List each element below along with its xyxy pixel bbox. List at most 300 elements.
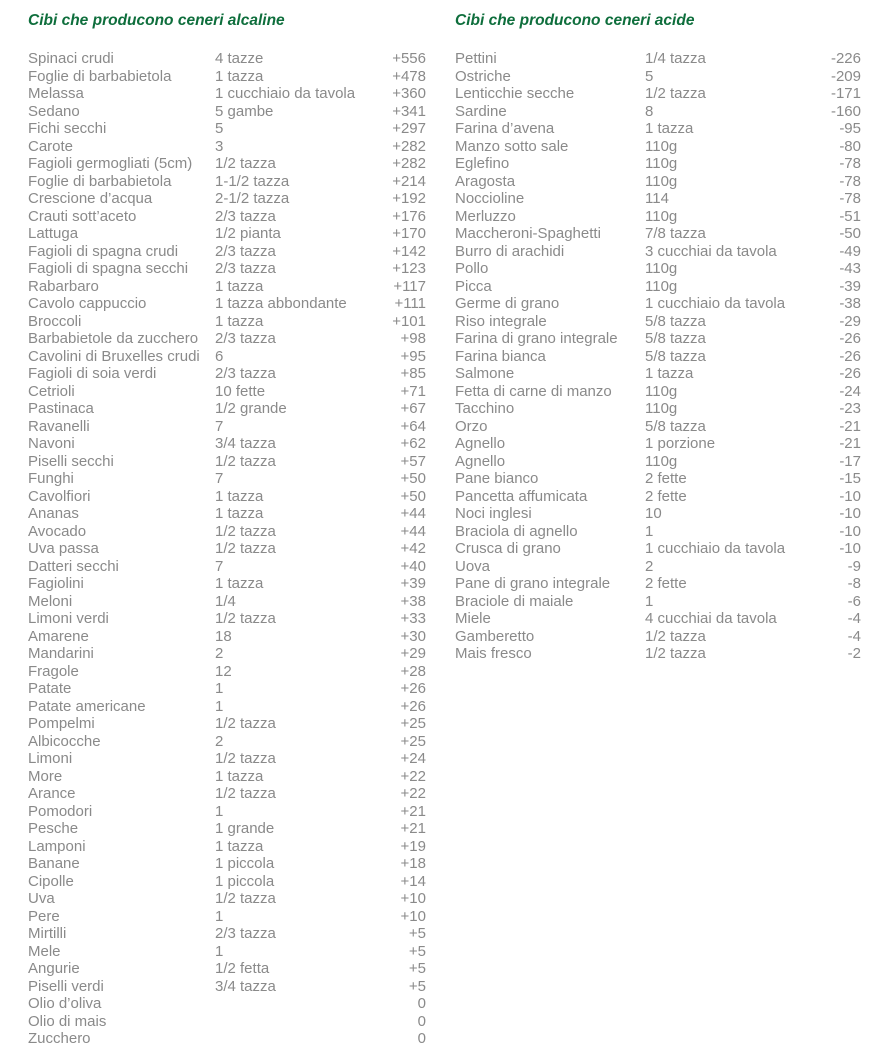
food-name: Piselli secchi	[28, 452, 114, 470]
table-row	[28, 225, 426, 243]
table-row	[28, 488, 426, 506]
food-name: Spinaci crudi	[28, 50, 114, 67]
food-quantity: 1 cucchiaio da tavola	[645, 295, 786, 312]
food-name: Rabarbaro	[28, 277, 99, 295]
food-quantity: 1 tazza	[215, 837, 264, 855]
table-row	[455, 260, 861, 278]
alkaline-table-title: Cibi che producono ceneri alcaline	[28, 12, 285, 29]
table-row	[28, 120, 426, 138]
food-value: +98	[400, 330, 426, 347]
food-name: Ostriche	[455, 67, 511, 85]
food-name: Salmone	[455, 365, 515, 382]
food-value: +117	[393, 277, 426, 295]
food-quantity: 1 cucchiaio da tavola	[215, 85, 356, 102]
food-quantity: 1/2 tazza	[215, 522, 276, 540]
table-row	[455, 383, 861, 401]
food-name: Pancetta affumicata	[455, 487, 588, 505]
table-row	[455, 313, 861, 331]
table-row	[28, 295, 426, 313]
food-quantity: 5	[645, 67, 654, 85]
food-name: Limoni	[28, 750, 73, 767]
table-row	[28, 558, 426, 576]
table-row	[28, 348, 426, 366]
table-row	[28, 1013, 426, 1031]
food-quantity: 110g	[645, 155, 678, 172]
food-value: +297	[392, 120, 426, 137]
table-row	[28, 400, 426, 418]
table-row	[455, 138, 861, 156]
food-value: +95	[400, 347, 426, 365]
food-name: Uva	[28, 890, 55, 907]
food-value: +40	[400, 557, 426, 575]
food-name: Crauti sott’aceto	[28, 207, 137, 225]
food-value: -15	[839, 470, 861, 487]
table-row	[455, 470, 861, 488]
table-row	[455, 523, 861, 541]
food-quantity: 1/2 tazza	[215, 610, 276, 627]
food-value: -21	[839, 435, 861, 452]
food-value: -26	[839, 347, 861, 365]
food-value: +214	[392, 172, 426, 190]
table-row	[455, 330, 861, 348]
food-value: 0	[417, 995, 426, 1012]
food-name: Farina d’avena	[455, 120, 555, 137]
food-name: Pane di grano integrale	[455, 575, 611, 592]
food-value: +44	[400, 505, 426, 522]
food-name: Pompelmi	[28, 715, 95, 732]
table-row	[455, 85, 861, 103]
table-row	[28, 540, 426, 558]
table-row	[455, 593, 861, 611]
acid-table-title: Cibi che producono ceneri acide	[455, 12, 695, 29]
food-quantity: 1/4	[215, 592, 236, 610]
food-value: -29	[839, 312, 861, 330]
food-quantity: 2 fette	[645, 470, 687, 487]
food-value: +10	[400, 890, 426, 907]
food-value: +22	[400, 767, 426, 785]
food-value: +25	[400, 732, 426, 750]
food-name: Patate americane	[28, 697, 146, 715]
food-quantity: 1 tazza	[645, 120, 694, 137]
food-value: -95	[839, 120, 861, 137]
food-name: Ananas	[28, 505, 79, 522]
food-quantity: 5 gambe	[215, 102, 274, 120]
food-value: +142	[392, 242, 426, 260]
table-row	[28, 435, 426, 453]
food-name: Navoni	[28, 435, 75, 452]
food-value: +282	[392, 155, 426, 172]
food-value: +67	[400, 400, 426, 417]
food-value: +111	[394, 295, 426, 312]
food-quantity: 3/4 tazza	[215, 977, 276, 995]
food-name: Arance	[28, 785, 76, 802]
food-quantity: 2/3 tazza	[215, 260, 276, 277]
food-value: +21	[400, 820, 426, 837]
table-row	[28, 313, 426, 331]
table-row	[28, 190, 426, 208]
food-name: Pastinaca	[28, 400, 94, 417]
food-quantity: 2-1/2 tazza	[215, 190, 290, 207]
food-quantity: 5	[215, 120, 224, 137]
food-name: Uova	[455, 557, 491, 575]
food-value: -38	[839, 295, 861, 312]
table-row	[28, 925, 426, 943]
food-name: More	[28, 767, 63, 785]
food-name: Tacchino	[455, 400, 515, 417]
table-row	[455, 348, 861, 366]
food-quantity: 1/2 pianta	[215, 225, 281, 242]
food-name: Cetrioli	[28, 382, 75, 400]
food-name: Meloni	[28, 592, 73, 610]
food-quantity: 1 piccola	[215, 855, 275, 872]
food-quantity: 1/4 tazza	[645, 50, 706, 67]
food-value: -50	[839, 225, 861, 242]
food-name: Fagioli di spagna secchi	[28, 260, 189, 277]
food-name: Pere	[28, 907, 60, 925]
food-value: -78	[839, 190, 861, 207]
table-row	[455, 103, 861, 121]
food-name: Cavolo cappuccio	[28, 295, 147, 312]
food-name: Agnello	[455, 452, 506, 470]
food-quantity: 7	[215, 417, 224, 435]
food-value: +14	[400, 872, 426, 890]
table-row	[455, 173, 861, 191]
food-quantity: 1 grande	[215, 820, 275, 837]
food-quantity: 1	[645, 522, 654, 540]
food-name: Foglie di barbabietola	[28, 172, 172, 190]
food-value: -171	[830, 85, 861, 102]
table-row	[455, 278, 861, 296]
food-value: +64	[400, 417, 426, 435]
food-name: Albicocche	[28, 732, 101, 750]
food-name: Pettini	[455, 50, 497, 67]
table-row	[28, 68, 426, 86]
food-name: Crusca di grano	[455, 540, 561, 557]
food-name: Ravanelli	[28, 417, 90, 435]
table-row	[28, 628, 426, 646]
food-value: -8	[847, 575, 861, 592]
food-name: Limoni verdi	[28, 610, 109, 627]
table-row	[28, 383, 426, 401]
table-row	[28, 978, 426, 996]
food-name: Foglie di barbabietola	[28, 67, 172, 85]
food-name: Mirtilli	[28, 925, 67, 942]
food-quantity: 1	[215, 942, 224, 960]
table-row	[455, 50, 861, 68]
table-row	[28, 418, 426, 436]
food-name: Mandarini	[28, 645, 94, 662]
food-name: Zucchero	[28, 1030, 91, 1047]
food-value: -6	[847, 592, 861, 610]
food-name: Braciole di maiale	[455, 592, 574, 610]
food-name: Picca	[455, 277, 492, 295]
food-name: Pollo	[455, 260, 489, 277]
food-value: -17	[839, 452, 861, 470]
food-quantity: 2	[215, 645, 224, 662]
food-value: +556	[392, 50, 426, 67]
food-name: Lamponi	[28, 837, 86, 855]
food-quantity: 114	[645, 190, 669, 207]
food-quantity: 1/2 tazza	[215, 540, 276, 557]
food-value: +85	[400, 365, 426, 382]
table-row	[28, 278, 426, 296]
table-row	[28, 680, 426, 698]
food-quantity: 7	[215, 470, 224, 487]
food-name: Fagioli germogliati (5cm)	[28, 155, 193, 172]
food-quantity: 1	[215, 680, 224, 697]
table-row	[455, 645, 861, 663]
food-name: Lenticchie secche	[455, 85, 575, 102]
food-name: Fagioli di soia verdi	[28, 365, 157, 382]
food-value: +18	[400, 855, 426, 872]
food-quantity: 3/4 tazza	[215, 435, 276, 452]
table-row	[455, 435, 861, 453]
food-name: Eglefino	[455, 155, 510, 172]
table-row	[455, 575, 861, 593]
food-quantity: 2 fette	[645, 487, 687, 505]
food-value: +10	[400, 907, 426, 925]
food-name: Riso integrale	[455, 312, 547, 330]
food-quantity: 1	[215, 802, 224, 820]
food-name: Miele	[455, 610, 491, 627]
food-quantity: 1 tazza	[215, 505, 264, 522]
food-name: Burro di arachidi	[455, 242, 565, 260]
food-name: Maccheroni-Spaghetti	[455, 225, 601, 242]
food-quantity: 2	[645, 557, 654, 575]
food-quantity: 1	[215, 907, 224, 925]
food-quantity: 110g	[645, 172, 678, 190]
food-value: -78	[839, 155, 861, 172]
food-name: Mele	[28, 942, 61, 960]
food-value: +22	[400, 785, 426, 802]
food-quantity: 110g	[645, 382, 678, 400]
table-row	[28, 768, 426, 786]
table-row	[455, 558, 861, 576]
food-value: -80	[839, 137, 861, 155]
food-value: -26	[839, 330, 861, 347]
table-row	[28, 575, 426, 593]
food-value: -9	[847, 557, 861, 575]
table-row	[455, 190, 861, 208]
food-quantity: 5/8 tazza	[645, 330, 706, 347]
food-name: Barbabietole da zucchero	[28, 330, 199, 347]
food-value: +26	[400, 697, 426, 715]
food-value: +176	[392, 207, 426, 225]
food-name: Fagioli di spagna crudi	[28, 242, 179, 260]
table-row	[455, 610, 861, 628]
food-name: Farina bianca	[455, 347, 546, 365]
food-quantity: 1 tazza	[215, 487, 264, 505]
table-row	[455, 68, 861, 86]
food-quantity: 1/2 tazza	[645, 85, 706, 102]
food-quantity: 110g	[645, 137, 678, 155]
food-quantity: 5/8 tazza	[645, 347, 706, 365]
food-quantity: 1 tazza	[215, 277, 264, 295]
food-name: Sedano	[28, 102, 80, 120]
food-quantity: 1/2 tazza	[215, 890, 276, 907]
table-row	[455, 155, 861, 173]
food-value: +170	[392, 225, 426, 242]
food-value: +282	[392, 137, 426, 155]
food-value: +50	[400, 487, 426, 505]
food-value: +29	[400, 645, 426, 662]
food-quantity: 1 piccola	[215, 872, 275, 890]
table-row	[28, 943, 426, 961]
food-name: Lattuga	[28, 225, 79, 242]
food-value: -49	[839, 242, 861, 260]
table-row	[28, 873, 426, 891]
table-row	[28, 855, 426, 873]
food-name: Piselli verdi	[28, 977, 104, 995]
alkaline-table-rows	[28, 50, 426, 1048]
table-row	[28, 610, 426, 628]
food-name: Crescione d’acqua	[28, 190, 153, 207]
food-value: +28	[400, 662, 426, 680]
table-row	[28, 85, 426, 103]
table-row	[28, 750, 426, 768]
food-name: Carote	[28, 137, 74, 155]
table-row	[455, 120, 861, 138]
food-name: Aragosta	[455, 172, 516, 190]
food-quantity: 1/2 tazza	[645, 627, 706, 645]
food-name: Merluzzo	[455, 207, 516, 225]
food-quantity: 2 fette	[645, 575, 687, 592]
food-name: Agnello	[455, 435, 506, 452]
food-value: +5	[408, 960, 426, 977]
food-value: +341	[392, 102, 426, 120]
food-name: Fragole	[28, 662, 79, 680]
food-name: Manzo sotto sale	[455, 137, 569, 155]
food-quantity: 1/2 tazza	[215, 750, 276, 767]
food-value: -21	[839, 417, 861, 435]
food-quantity: 110g	[645, 400, 678, 417]
table-row	[28, 645, 426, 663]
food-value: -51	[839, 207, 861, 225]
food-quantity: 4 tazze	[215, 50, 264, 67]
food-quantity: 1 tazza abbondante	[215, 295, 347, 312]
food-value: +42	[400, 540, 426, 557]
table-row	[455, 208, 861, 226]
food-quantity: 1/2 tazza	[645, 645, 706, 662]
food-name: Germe di grano	[455, 295, 560, 312]
table-row	[28, 470, 426, 488]
alkaline-foods-table	[28, 12, 426, 1048]
food-name: Amarene	[28, 627, 89, 645]
food-quantity: 2/3 tazza	[215, 242, 276, 260]
food-value: +5	[408, 942, 426, 960]
food-value: +24	[400, 750, 426, 767]
food-quantity: 1/2 tazza	[215, 452, 276, 470]
food-quantity: 1 tazza	[215, 767, 264, 785]
food-name: Olio d’oliva	[28, 995, 102, 1012]
food-value: -43	[839, 260, 861, 277]
table-row	[455, 540, 861, 558]
food-quantity: 7/8 tazza	[645, 225, 706, 242]
food-quantity: 110g	[645, 452, 678, 470]
table-row	[28, 453, 426, 471]
food-value: -226	[830, 50, 861, 67]
table-row	[28, 260, 426, 278]
table-row	[455, 295, 861, 313]
food-name: Angurie	[28, 960, 80, 977]
food-value: -26	[839, 365, 861, 382]
table-row	[28, 995, 426, 1013]
food-quantity: 4 cucchiai da tavola	[645, 610, 777, 627]
food-quantity: 1-1/2 tazza	[215, 172, 290, 190]
table-row	[28, 50, 426, 68]
food-value: +50	[400, 470, 426, 487]
food-quantity	[215, 1030, 388, 1048]
food-quantity: 110g	[645, 207, 678, 225]
food-quantity	[215, 1013, 388, 1031]
food-name: Gamberetto	[455, 627, 535, 645]
food-value: 0	[417, 1012, 426, 1030]
food-quantity: 10 fette	[215, 382, 266, 400]
food-quantity: 1/2 tazza	[215, 155, 276, 172]
food-name: Olio di mais	[28, 1012, 107, 1030]
food-value: +19	[400, 837, 426, 855]
table-row	[28, 960, 426, 978]
food-value: -24	[839, 382, 861, 400]
food-value: +5	[408, 977, 426, 995]
food-value: +21	[400, 802, 426, 820]
table-row	[28, 785, 426, 803]
food-value: +25	[400, 715, 426, 732]
food-name: Sardine	[455, 102, 507, 120]
food-value: +5	[408, 925, 426, 942]
table-row	[28, 838, 426, 856]
table-row	[455, 488, 861, 506]
table-row	[28, 523, 426, 541]
food-value: 0	[417, 1030, 426, 1047]
food-name: Cavolfiori	[28, 487, 91, 505]
table-row	[455, 628, 861, 646]
food-quantity: 5/8 tazza	[645, 312, 706, 330]
table-row	[28, 715, 426, 733]
food-value: +30	[400, 627, 426, 645]
food-value: +478	[392, 67, 426, 85]
food-quantity: 3	[215, 137, 224, 155]
food-quantity: 3 cucchiai da tavola	[645, 242, 777, 260]
food-quantity: 10	[645, 505, 662, 522]
table-row	[28, 365, 426, 383]
food-quantity: 1 tazza	[645, 365, 694, 382]
food-quantity: 2/3 tazza	[215, 365, 276, 382]
table-row	[28, 803, 426, 821]
table-row	[28, 173, 426, 191]
food-quantity: 1 tazza	[215, 575, 264, 592]
food-name: Cavolini di Bruxelles crudi	[28, 347, 200, 365]
food-value: -160	[830, 102, 861, 120]
table-row	[455, 400, 861, 418]
food-value: +192	[392, 190, 426, 207]
food-name: Patate	[28, 680, 72, 697]
table-row	[28, 103, 426, 121]
food-value: +44	[400, 522, 426, 540]
food-value: -4	[847, 627, 861, 645]
food-quantity	[215, 995, 388, 1013]
table-row	[28, 243, 426, 261]
food-name: Farina di grano integrale	[455, 330, 618, 347]
table-row	[455, 243, 861, 261]
table-row	[28, 208, 426, 226]
table-row	[28, 330, 426, 348]
table-row	[28, 505, 426, 523]
food-value: +62	[400, 435, 426, 452]
food-value: +71	[400, 382, 426, 400]
food-name: Funghi	[28, 470, 74, 487]
food-value: -10	[839, 487, 861, 505]
